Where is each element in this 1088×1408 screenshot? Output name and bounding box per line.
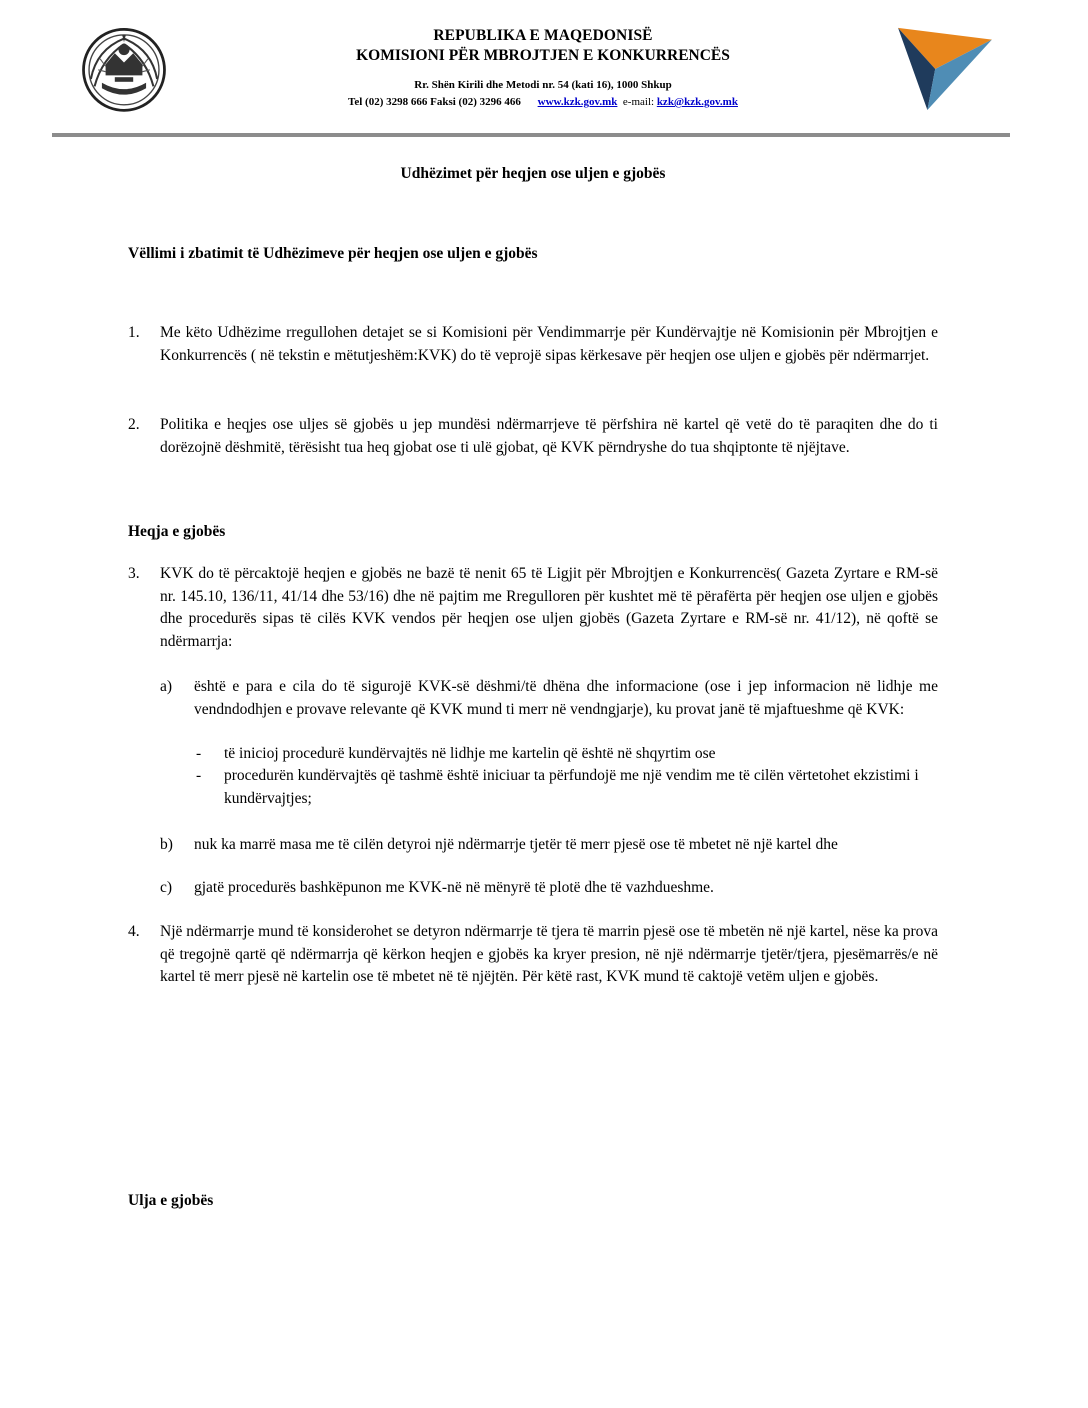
- item-text: Politika e heqjes ose uljes së gjobës u jep mundësi ndërmarrjeve të përfshira në kartel që vetë do të paraqiten dhe do ti dorëzojnë dëshmitë, tërësisht tua heq gjobat ose ti ulë gjobat, që KVK përndryshe do tua shqiptonte të njëjtave.: [160, 416, 938, 456]
- sub-item-letter: b): [160, 836, 173, 853]
- sub-item-text: gjatë procedurës bashkëpunon me KVK-në në mënyrë të plotë dhe të vazhdueshme.: [194, 879, 714, 896]
- sub-item-letter: a): [160, 678, 173, 695]
- item-number: 3.: [128, 565, 140, 582]
- sub-item-a: [160, 676, 938, 721]
- dash-item: [196, 743, 938, 766]
- item-text: Me këto Udhëzime rregullohen detajet se si Komisioni për Vendimmarrje për Kundërvajtje në Komisionin për Mbrojtjen e Konkurrencës ( në tekstin e mëtutjeshëm:KVK) do të veprojë sipas kërkesave për heqjen ose uljen e gjobës për ndërmarrjet.: [160, 324, 938, 364]
- dash-item: [196, 765, 938, 810]
- waiver-heading: Heqja e gjobës: [128, 523, 226, 540]
- list-item: [128, 414, 938, 459]
- list-item: [128, 921, 938, 989]
- header-commission: KOMISIONI PËR MBROJTJEN E KONKURRENCËS: [356, 47, 730, 64]
- header-country: REPUBLIKA E MAQEDONISË: [433, 27, 653, 44]
- email-label: e-mail:: [622, 96, 655, 108]
- item-number: 1.: [128, 324, 140, 341]
- item-text: KVK do të përcaktojë heqjen e gjobës ne bazë të nenit 65 të Ligjit për Mbrojtjen e Konkurrencës( Gazeta Zyrtare e RM-së nr. 145.10, 136/11, 41/14 dhe 53/16) dhe në pajtim me Rregulloren për kushtet më të përafërta për heqjen ose uljen e gjobës dhe procedurës sipas të cilës KVK vendos për heqjen ose uljen gjobës (Gazeta Zyrtare e RM-së nr. 41/12), në qoftë se ndërmarrja:: [160, 565, 938, 650]
- reduction-heading: Ulja e gjobës: [128, 1192, 214, 1209]
- list-item: [128, 322, 938, 367]
- sub-item-b: [160, 834, 938, 857]
- list-item: [128, 563, 938, 653]
- dash-text: të inicioj procedurë kundërvajtës në lidhje me kartelin që është në shqyrtim ose: [224, 745, 716, 762]
- dash-text: procedurën kundërvajtës që tashmë është iniciuar ta përfundojë me një vendim me të cilën vërtetohet ekzistimi i kundërvajtjes;: [224, 767, 919, 807]
- item-text: Një ndërmarrje mund të konsiderohet se detyron ndërmarrje të tjera të marrin pjesë ose të mbetën në një kartel, nëse ka prova që tregojnë qartë që ndërmarrja që kërkon heqjen e gjobës ka kryer presion, në një ndërmarrje tjetër/tjera, pjesëmarrës/e në kartel të merr pjesë në kartelin ose të mbetet në të njëjtën. Për këtë rast, KVK mund të caktojë vetëm uljen e gjobës.: [160, 923, 938, 985]
- header-address: Rr. Shën Kirili dhe Metodi nr. 54 (kati 16), 1000 Shkup: [414, 79, 672, 91]
- scope-heading: Vëllimi i zbatimit të Udhëzimeve për heqjen ose uljen e gjobës: [128, 245, 538, 262]
- header-contact: [170, 96, 916, 108]
- item-number: 2.: [128, 416, 140, 433]
- sub-item-text: nuk ka marrë masa me të cilën detyroi një ndërmarrje tjetër të merr pjesë ose të mbetet në një kartel dhe: [194, 836, 838, 853]
- state-emblem-icon: [78, 22, 170, 114]
- sub-item-c: [160, 877, 938, 900]
- sub-item-text: është e para e cila do të sigurojë KVK-së dëshmi/të dhëna dhe informacione (ose i jep informacion në lidhje me vendndodhjen e provave relevante që KVK mund ti merr në vendngjarje), ku provat janë të mjaftueshme që KVK:: [194, 678, 938, 718]
- sub-item-letter: c): [160, 879, 173, 896]
- document-title: Udhëzimet për heqjen ose uljen e gjobës: [400, 165, 666, 182]
- header-divider: [52, 133, 1010, 137]
- header-phone-fax: Tel (02) 3298 666 Faksi (02) 3296 466: [348, 96, 521, 108]
- item-number: 4.: [128, 923, 140, 940]
- website-link[interactable]: www.kzk.gov.mk: [537, 96, 618, 108]
- email-link[interactable]: kzk@kzk.gov.mk: [656, 96, 738, 108]
- dash-marker: -: [196, 767, 202, 784]
- dash-marker: -: [196, 745, 202, 762]
